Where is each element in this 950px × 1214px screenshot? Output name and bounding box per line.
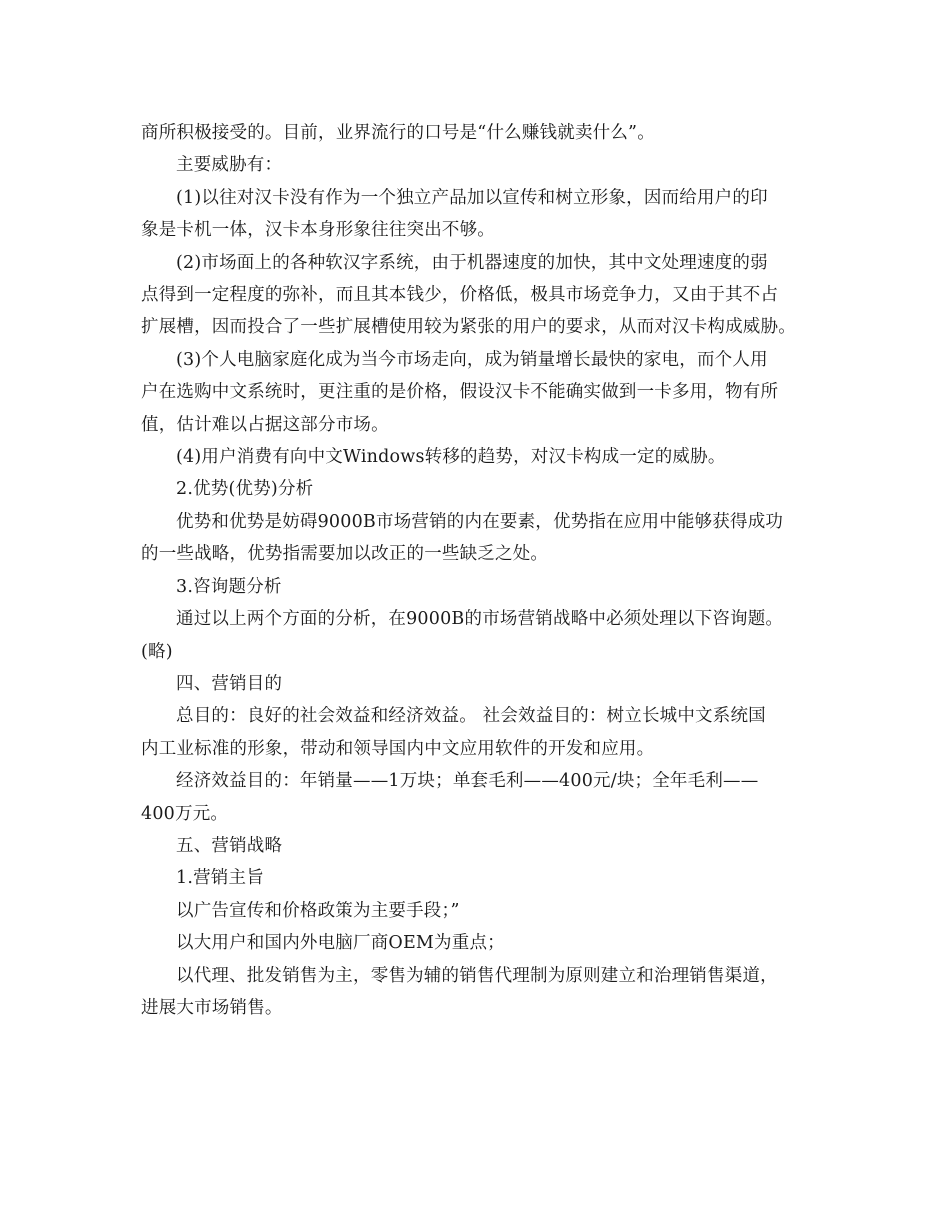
text-line: (1)以往对汉卡没有作为一个独立产品加以宣传和树立形象，因而给用户的印 [176,187,768,208]
text-line: 象是卡机一体，汉卡本身形象往往突出不够。 [141,220,495,241]
text-line: (4)用户消费有向中文Windows转移的趋势，对汉卡构成一定的威胁。 [176,447,726,468]
text-line: 扩展槽，因而投合了一些扩展槽使用较为紧张的用户的要求，从而对汉卡构成威胁。 [141,317,796,338]
section-heading: 五、营销战略 [176,835,283,856]
text-line: 进展大市场销售。 [141,997,283,1018]
text-line: 以大用户和国内外电脑厂商OEM为重点； [176,933,505,954]
section-heading: 1.营销主旨 [176,868,264,889]
text-line: 点得到一定程度的弥补，而且其本钱少，价格低，极具市场竞争力，又由于其不占 [141,285,779,306]
text-line: 户在选购中文系统时，更注重的是价格，假设汉卡不能确实做到一卡多用，物有所 [141,382,779,403]
document-body [141,117,821,1024]
text-line: 的一些战略，优势指需要加以改正的一些缺乏之处。 [141,544,549,565]
section-heading: 四、营销目的 [176,673,283,694]
text-line: 以代理、批发销售为主，零售为辅的销售代理制为原则建立和治理销售渠道， [176,965,778,986]
text-line: (略) [141,641,173,662]
text-line: 内工业标准的形象，带动和领导国内中文应用软件的开发和应用。 [141,738,655,759]
text-line: 经济效益目的：年销量——1万块；单套毛利——400元/块；全年毛利—— [176,771,759,792]
text-line: 400万元。 [141,803,229,824]
text-line: 商所积极接受的。目前，业界流行的口号是“什么赚钱就卖什么”。 [141,123,655,143]
text-line: 主要威胁有： [176,155,283,176]
text-line: 以广告宣传和价格政策为主要手段；” [176,900,460,921]
section-heading: 2.优势(优势)分析 [176,479,314,500]
section-heading: 3.咨询题分析 [176,576,282,597]
text-line: 值，估计难以占据这部分市场。 [141,414,389,435]
text-line: 通过以上两个方面的分析，在9000B的市场营销战略中必须处理以下咨询题。 [176,609,784,630]
text-line: 优势和优势是妨碍9000B市场营销的内在要素，优势指在应用中能够获得成功 [176,511,784,532]
text-line: 总目的：良好的社会效益和经济效益。 社会效益目的：树立长城中文系统国 [176,706,766,727]
text-line: (3)个人电脑家庭化成为当今市场走向，成为销量增长最快的家电，而个人用 [176,349,768,370]
text-line: (2)市场面上的各种软汉字系统，由于机器速度的加快，其中文处理速度的弱 [176,252,768,273]
